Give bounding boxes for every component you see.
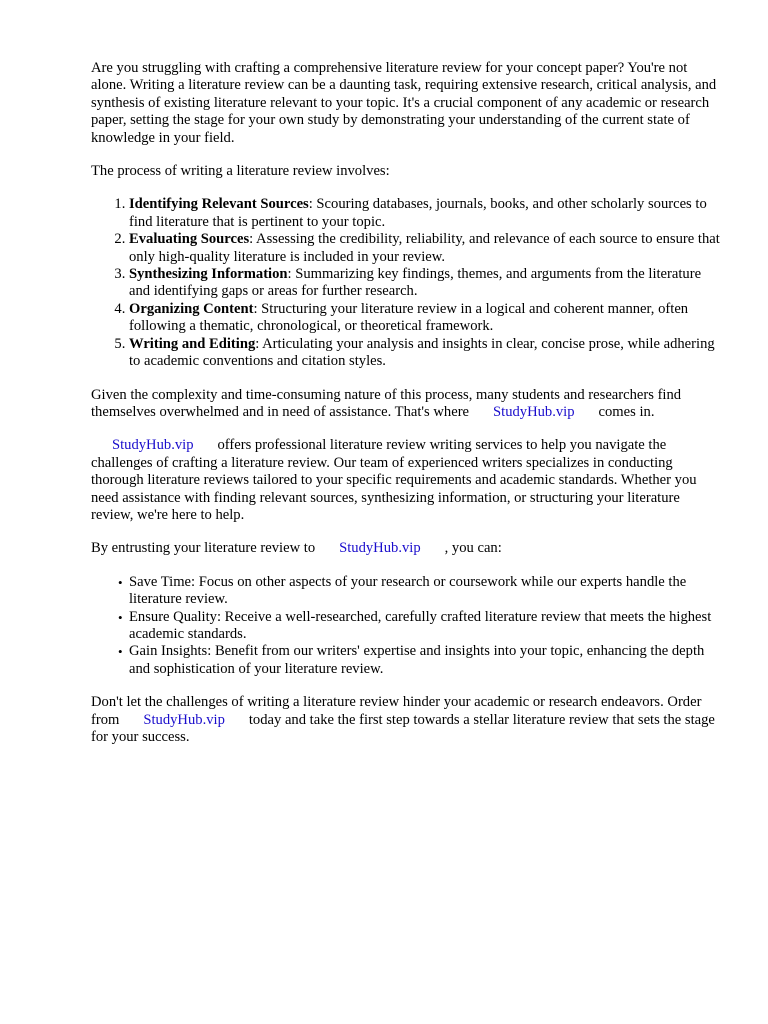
list-item bbox=[118, 608, 721, 644]
complexity-paragraph bbox=[91, 387, 721, 422]
closing-text-end: today and take the first step towards a stellar literature review that sets the stage for your success. bbox=[91, 711, 715, 745]
offers-text: offers professional literature review writing services to help you navigate the challenges of crafting a literature review. Our team of experienced writers specializes in conducting thorough literature reviews tailored to your specific requirements and academic standards. Whether you need assistance with finding relevant sources, synthesizing information, or structuring your literature review, we're here to help. bbox=[91, 437, 697, 523]
closing-paragraph bbox=[91, 694, 721, 746]
process-intro-paragraph: The process of writing a literature review involves: bbox=[91, 163, 390, 180]
benefits-list bbox=[91, 574, 721, 678]
list-item bbox=[129, 336, 721, 371]
step-title: Identifying Relevant Sources bbox=[129, 196, 309, 213]
bullet-icon: • bbox=[118, 644, 123, 660]
entrust-text-end: , you can: bbox=[444, 540, 502, 557]
list-item bbox=[118, 643, 721, 678]
closing-text: Don't let the challenges of writing a literature review hinder your academic or research endeavors. Order from bbox=[91, 694, 702, 728]
step-text: : Assessing the credibility, reliability, and relevance of each source to ensure that only high-quality literature is included in your review. bbox=[129, 231, 720, 265]
entrust-paragraph bbox=[91, 540, 721, 557]
studyhub-link[interactable]: StudyHub.vip bbox=[339, 540, 421, 557]
document-body bbox=[91, 60, 721, 762]
complexity-text: Given the complexity and time-consuming nature of this process, many students and researchers find themselves overwhelmed and in need of assistance. That's where bbox=[91, 386, 682, 420]
bullet-icon: • bbox=[118, 574, 123, 590]
benefit-text: Save Time: Focus on other aspects of your research or coursework while our experts handle the literature review. bbox=[129, 573, 687, 608]
benefit-text: Gain Insights: Benefit from our writers' expertise and insights into your topic, enhancing the depth and sophistication of your literature review. bbox=[129, 643, 705, 677]
step-title: Organizing Content bbox=[129, 300, 254, 317]
step-text: : Articulating your analysis and insights in clear, concise prose, while adhering to academic conventions and citation styles. bbox=[129, 335, 715, 370]
list-item bbox=[129, 266, 721, 301]
step-text: : Scouring databases, journals, books, and other scholarly sources to find literature that is pertinent to your topic. bbox=[129, 196, 707, 230]
studyhub-link[interactable]: StudyHub.vip bbox=[493, 403, 575, 420]
list-item bbox=[129, 231, 721, 266]
benefit-text: Ensure Quality: Receive a well-researched, carefully crafted literature review that meets the highest academic standards. bbox=[129, 608, 712, 642]
step-title: Writing and Editing bbox=[129, 335, 256, 352]
step-text: : Structuring your literature review in a logical and coherent manner, often following a thematic, chronological, or theoretical framework. bbox=[129, 300, 689, 335]
list-item bbox=[129, 196, 721, 231]
entrust-text: By entrusting your literature review to bbox=[91, 540, 316, 557]
list-item bbox=[118, 573, 721, 609]
offers-paragraph bbox=[91, 437, 721, 524]
intro-paragraph: Are you struggling with crafting a comprehensive literature review for your concept paper? You're not alone. Writing a literature review can be a daunting task, requiring extensive research, critical analysis, and synthesis of existing literature relevant to your topic. It's a crucial component of any academic or research paper, setting the stage for your own study by demonstrating your understanding of the current state of knowledge in your field. bbox=[91, 60, 717, 146]
step-title: Evaluating Sources bbox=[129, 231, 250, 248]
complexity-text-end: comes in. bbox=[598, 403, 655, 420]
process-steps-list bbox=[91, 196, 721, 370]
list-item bbox=[129, 301, 721, 336]
step-title: Synthesizing Information bbox=[129, 266, 288, 283]
studyhub-link[interactable]: StudyHub.vip bbox=[112, 437, 194, 454]
step-text: : Summarizing key findings, themes, and arguments from the literature and identifying gaps or areas for further research. bbox=[129, 266, 702, 300]
studyhub-link[interactable]: StudyHub.vip bbox=[143, 711, 225, 728]
bullet-icon: • bbox=[118, 609, 123, 625]
